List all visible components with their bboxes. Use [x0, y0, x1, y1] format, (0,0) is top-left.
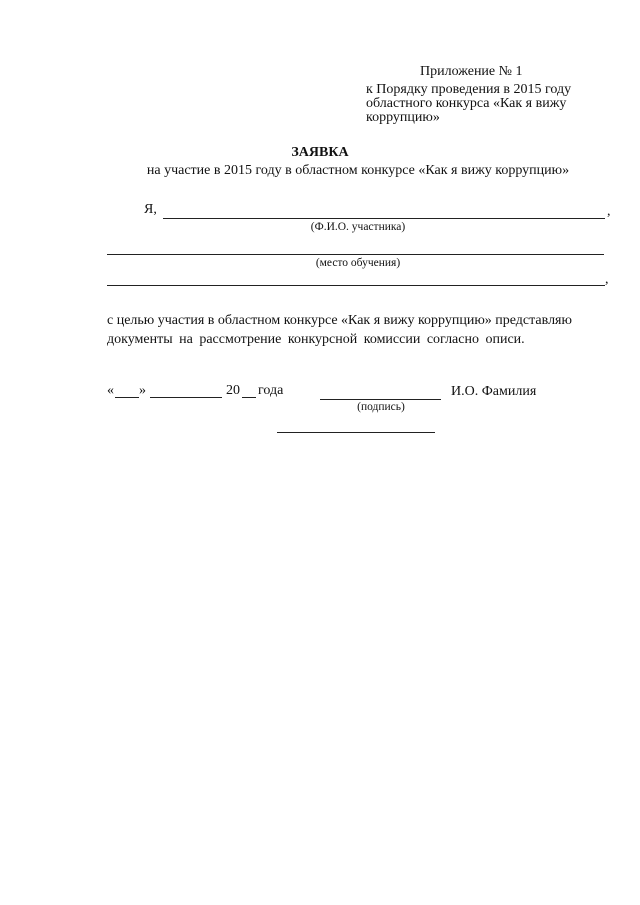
- signer-name: И.О. Фамилия: [451, 384, 537, 399]
- year-prefix: 20: [226, 383, 240, 398]
- document-title: ЗАЯВКА: [291, 145, 349, 160]
- appendix-title: Приложение № 1: [420, 64, 523, 79]
- date-open-quote: «: [107, 383, 114, 398]
- signature-caption: (подпись): [357, 401, 405, 413]
- appendix-line-1: к Порядку проведения в 2015 году: [366, 82, 572, 97]
- year-input-line[interactable]: [242, 397, 256, 398]
- date-close-quote: »: [139, 383, 146, 398]
- name-input-line[interactable]: [163, 218, 605, 219]
- body-line-1: с целью участия в областном конкурсе «Как я вижу коррупцию» представляю: [107, 313, 572, 328]
- additional-line-comma: ,: [605, 272, 609, 287]
- document-subtitle: на участие в 2015 году в областном конкурсе «Как я вижу коррупцию»: [146, 163, 570, 178]
- extra-signature-line[interactable]: [277, 432, 435, 433]
- month-input-line[interactable]: [150, 397, 222, 398]
- form-prefix: Я,: [144, 202, 157, 217]
- day-input-line[interactable]: [115, 397, 139, 398]
- signature-input-line[interactable]: [320, 399, 441, 400]
- year-suffix: года: [258, 383, 284, 398]
- study-place-input-line[interactable]: [107, 254, 604, 255]
- body-line-2: документы на рассмотрение конкурсной комиссии согласно описи.: [107, 332, 525, 347]
- appendix-line-3: коррупцию»: [366, 110, 440, 125]
- appendix-line-2: областного конкурса «Как я вижу: [366, 96, 567, 111]
- study-place-caption: (место обучения): [315, 257, 401, 269]
- name-caption: (Ф.И.О. участника): [310, 221, 406, 233]
- name-line-comma: ,: [607, 204, 611, 219]
- additional-input-line[interactable]: [107, 285, 605, 286]
